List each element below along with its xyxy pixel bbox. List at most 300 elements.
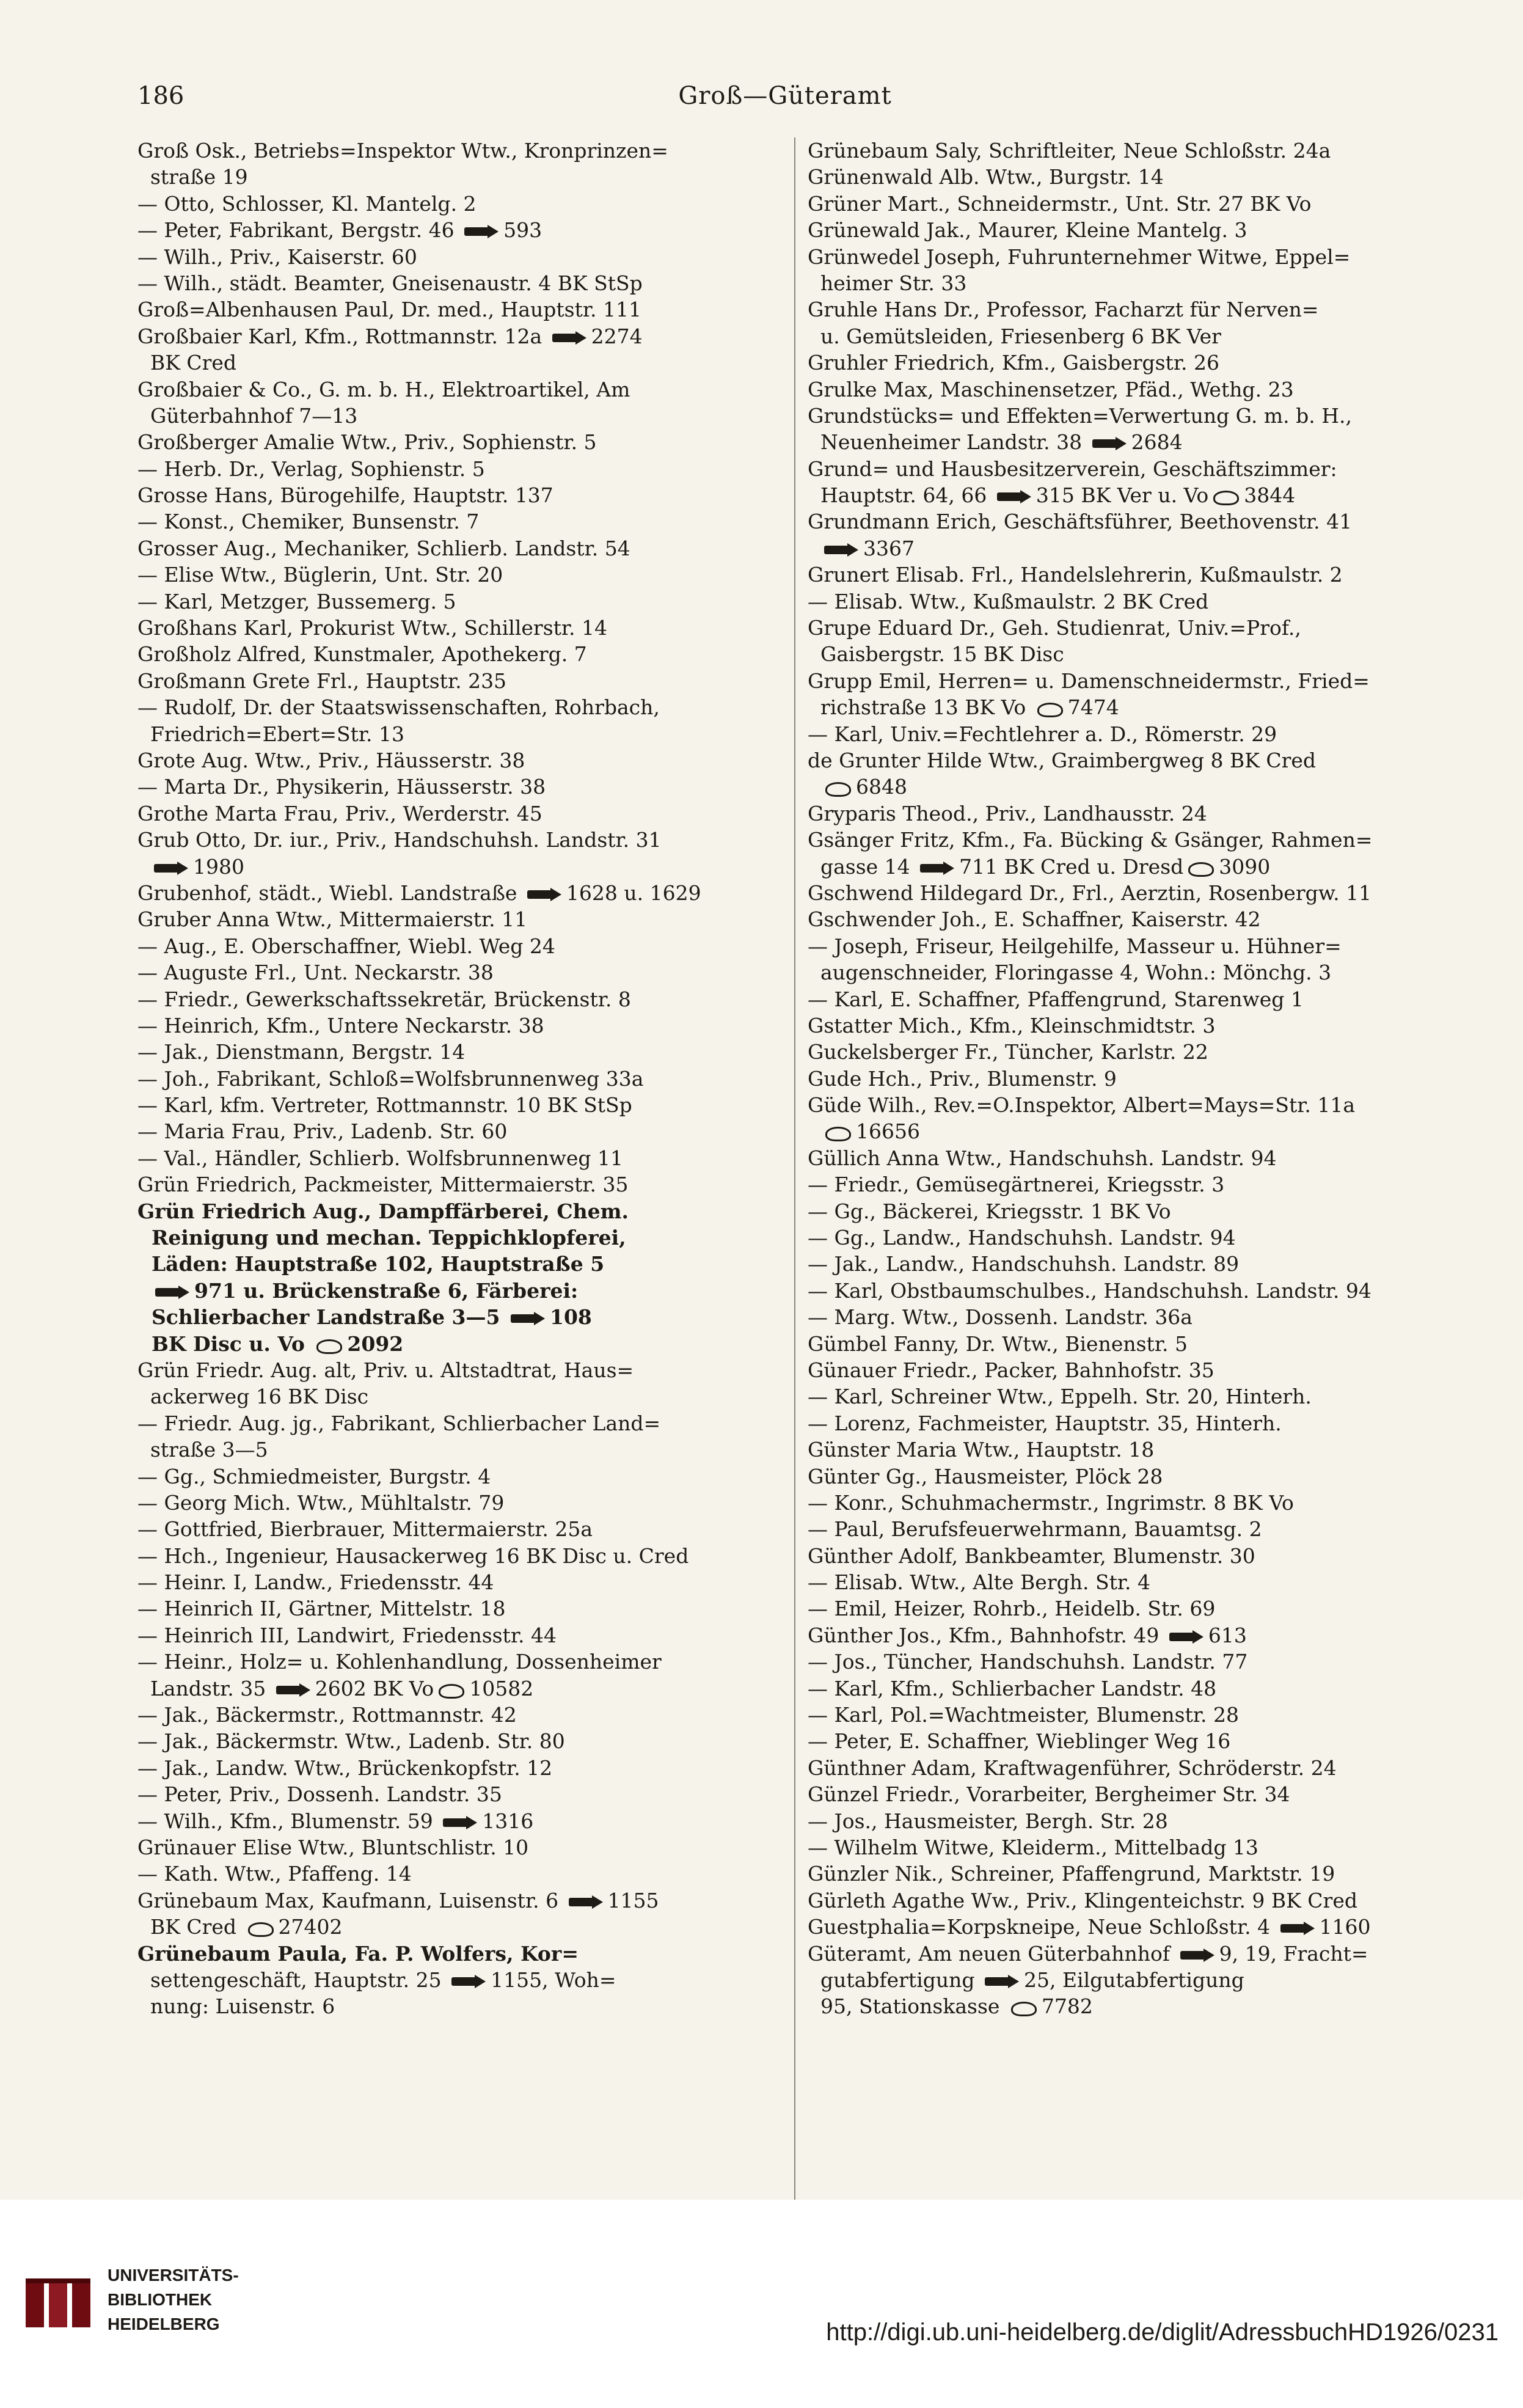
directory-entry bbox=[808, 1092, 1454, 1118]
entry-text: Gruber Anna Wtw., Mittermaierstr. 11 bbox=[137, 907, 528, 932]
directory-entry bbox=[137, 933, 784, 959]
entry-text: richstraße 13 BK Vo bbox=[808, 695, 1032, 720]
entry-text: straße 3—5 bbox=[137, 1438, 268, 1462]
directory-entry bbox=[808, 296, 1454, 323]
entry-text: Güteramt, Am neuen Güterbahnhof bbox=[808, 1941, 1177, 1966]
telephone-number: 1160 bbox=[1319, 1915, 1371, 1939]
postal-horn-icon bbox=[1212, 489, 1240, 505]
entry-text: nung: Luisenstr. 6 bbox=[137, 1994, 335, 2019]
directory-entry bbox=[137, 1649, 784, 1675]
entry-text: Günzler Nik., Schreiner, Pfaffengrund, Marktstr. 19 bbox=[808, 1862, 1335, 1886]
entry-text: Gürleth Agathe Ww., Priv., Klingenteichstr. 9 BK Cred bbox=[808, 1888, 1357, 1912]
directory-entry bbox=[137, 164, 784, 190]
entry-text: — Auguste Frl., Unt. Neckarstr. 38 bbox=[137, 961, 494, 985]
directory-entry bbox=[137, 1383, 784, 1410]
entry-text: Gsänger Fritz, Kfm., Fa. Bücking & Gsänger, Rahmen= bbox=[808, 828, 1373, 852]
entry-text: — Emil, Heizer, Rohrb., Heidelb. Str. 69 bbox=[808, 1597, 1216, 1621]
entry-text: Gstatter Mich., Kfm., Kleinschmidtstr. 3 bbox=[808, 1013, 1216, 1037]
telephone-hand-icon bbox=[985, 1975, 1020, 1988]
entry-text: Landstr. 35 bbox=[137, 1676, 272, 1700]
entry-text: — Wilhelm Witwe, Kleiderm., Mittelbadg 13 bbox=[808, 1835, 1258, 1859]
entry-text: — Elisab. Wtw., Alte Bergh. Str. 4 bbox=[808, 1570, 1150, 1595]
directory-entry bbox=[137, 1914, 784, 1940]
entry-text: Grundstücks= und Effekten=Verwertung G. m. b. H., bbox=[808, 403, 1352, 428]
entry-text bbox=[808, 536, 820, 560]
directory-entry bbox=[808, 1649, 1454, 1675]
telephone-number: 613 bbox=[1208, 1623, 1247, 1647]
footer bbox=[0, 2200, 1523, 2408]
directory-entry bbox=[808, 1198, 1454, 1224]
directory-entry bbox=[137, 1543, 784, 1569]
telephone-hand-icon bbox=[464, 225, 500, 238]
directory-entry bbox=[137, 1436, 784, 1463]
entry-text: — Heinr. I, Landw., Friedensstr. 44 bbox=[137, 1570, 494, 1595]
telephone-hand-icon bbox=[1169, 1630, 1205, 1644]
directory-entry bbox=[137, 1595, 784, 1622]
directory-entry bbox=[137, 535, 784, 562]
entry-text: Gümbel Fanny, Dr. Wtw., Bienenstr. 5 bbox=[808, 1331, 1188, 1356]
entry-text: Grund= und Hausbesitzerverein, Geschäftszimmer: bbox=[808, 456, 1337, 481]
directory-entry bbox=[808, 1224, 1454, 1251]
entry-text: — Lorenz, Fachmeister, Hauptstr. 35, Hinterh. bbox=[808, 1411, 1282, 1435]
entry-text: — Rudolf, Dr. der Staatswissenschaften, Rohrbach, bbox=[137, 695, 660, 720]
directory-entry bbox=[808, 1755, 1454, 1781]
library-name-line: UNIVERSITÄTS- bbox=[108, 2266, 239, 2285]
directory-entry bbox=[808, 456, 1454, 482]
directory-entry bbox=[137, 1278, 784, 1304]
directory-entry bbox=[808, 323, 1454, 349]
entry-text: gutabfertigung bbox=[808, 1967, 981, 1992]
directory-entry bbox=[808, 1463, 1454, 1490]
telephone-number: 971 u. Brückenstraße 6, Färberei: bbox=[194, 1278, 579, 1303]
entry-text: — Friedr., Gewerkschaftssekretär, Brückenstr. 8 bbox=[137, 987, 631, 1011]
telephone-hand-icon bbox=[511, 1312, 546, 1325]
entry-text: Guestphalia=Korpskneipe, Neue Schloßstr. 4 bbox=[808, 1915, 1277, 1939]
entry-text: — Jak., Bäckermstr. Wtw., Ladenb. Str. 80 bbox=[137, 1729, 565, 1754]
entry-text: — Hch., Ingenieur, Hausackerweg 16 BK Disc u. Cred bbox=[137, 1543, 689, 1568]
directory-entry bbox=[808, 1675, 1454, 1702]
directory-entry bbox=[137, 1861, 784, 1887]
entry-text: Günter Gg., Hausmeister, Plöck 28 bbox=[808, 1464, 1163, 1488]
directory-entry bbox=[808, 959, 1454, 986]
entry-text: Groß Osk., Betriebs=Inspektor Wtw., Kronprinzen= bbox=[137, 139, 668, 163]
telephone-hand-icon bbox=[527, 888, 563, 901]
entry-text: Grünwedel Joseph, Fuhrunternehmer Witwe, Eppel= bbox=[808, 244, 1351, 269]
directory-entry bbox=[137, 1728, 784, 1754]
entry-text: Güde Wilh., Rev.=O.Inspektor, Albert=Mays=Str. 11a bbox=[808, 1093, 1355, 1118]
directory-entry bbox=[808, 588, 1454, 615]
source-url-link[interactable]: http://digi.ub.uni-heidelberg.de/diglit/AdressbuchHD1926/0231 bbox=[826, 2319, 1499, 2346]
directory-entry bbox=[808, 1595, 1454, 1622]
directory-entry bbox=[808, 1331, 1454, 1357]
directory-entry bbox=[137, 403, 784, 429]
directory-entry bbox=[137, 1516, 784, 1542]
entry-text: Schlierbacher Landstraße 3—5 bbox=[137, 1305, 507, 1330]
directory-entry bbox=[808, 1171, 1454, 1198]
postal-horn-icon bbox=[247, 1920, 275, 1936]
entry-text: Gruhle Hans Dr., Professor, Facharzt für Nerven= bbox=[808, 298, 1319, 322]
entry-text: Neuenheimer Landstr. 38 bbox=[808, 430, 1089, 455]
university-library-logo-icon bbox=[22, 2266, 95, 2340]
page-header bbox=[137, 78, 1433, 115]
entry-text: — Heinrich III, Landwirt, Friedensstr. 44 bbox=[137, 1623, 557, 1647]
entry-text: Güllich Anna Wtw., Handschuhsh. Landstr. 94 bbox=[808, 1146, 1277, 1170]
directory-entry bbox=[808, 694, 1454, 720]
entry-text: Großmann Grete Frl., Hauptstr. 235 bbox=[137, 668, 507, 693]
directory-entry bbox=[808, 429, 1454, 455]
running-title: Groß—Güteramt bbox=[678, 82, 892, 110]
entry-text: Günther Jos., Kfm., Bahnhofstr. 49 bbox=[808, 1623, 1166, 1647]
entry-text: Günther Adolf, Bankbeamter, Blumenstr. 30 bbox=[808, 1543, 1255, 1568]
entry-text: — Peter, E. Schaffner, Wieblinger Weg 16 bbox=[808, 1729, 1231, 1754]
entry-text: — Wilh., Priv., Kaiserstr. 60 bbox=[137, 244, 417, 269]
entry-text: Günster Maria Wtw., Hauptstr. 18 bbox=[808, 1438, 1155, 1462]
directory-entry bbox=[137, 191, 784, 217]
telephone-number: 2684 bbox=[1131, 430, 1183, 455]
directory-entry bbox=[137, 217, 784, 243]
entry-text: Hauptstr. 64, 66 bbox=[808, 483, 993, 508]
postal-horn-icon bbox=[1036, 701, 1064, 717]
telephone-number: 3367 bbox=[863, 536, 915, 560]
directory-entry bbox=[808, 800, 1454, 827]
directory-entry bbox=[137, 1702, 784, 1728]
directory-entry bbox=[137, 456, 784, 482]
directory-entry bbox=[808, 1728, 1454, 1754]
entry-text: BK Cred bbox=[137, 351, 237, 375]
entry-text: Grupp Emil, Herren= u. Damenschneidermstr., Fried= bbox=[808, 668, 1370, 693]
telephone-number: 1155 bbox=[607, 1888, 659, 1912]
directory-entry bbox=[808, 403, 1454, 429]
entry-text: — Otto, Schlosser, Kl. Mantelg. 2 bbox=[137, 191, 477, 216]
directory-entry bbox=[808, 349, 1454, 376]
directory-entry bbox=[137, 854, 784, 880]
entry-text: straße 19 bbox=[137, 165, 248, 189]
entry-text: Grünebaum Paula, Fa. P. Wolfers, Kor= bbox=[137, 1941, 579, 1966]
directory-entry bbox=[137, 1092, 784, 1118]
telephone-number: 1980 bbox=[192, 854, 244, 879]
entry-text: Reinigung und mechan. Teppichklopferei, bbox=[137, 1226, 626, 1250]
directory-entry bbox=[808, 1887, 1454, 1914]
entry-text: Großbaier Karl, Kfm., Rottmannstr. 12a bbox=[137, 324, 549, 348]
directory-entry bbox=[137, 1039, 784, 1065]
directory-entry bbox=[137, 1993, 784, 2019]
entry-text: — Georg Mich. Wtw., Mühltalstr. 79 bbox=[137, 1490, 505, 1515]
column-divider bbox=[794, 137, 795, 2282]
telephone-hand-icon bbox=[1180, 1949, 1216, 1962]
directory-entry bbox=[808, 1516, 1454, 1542]
entry-text: — Gg., Landw., Handschuhsh. Landstr. 94 bbox=[808, 1226, 1236, 1250]
directory-entry bbox=[808, 191, 1454, 217]
library-name-line: BIBLIOTHEK bbox=[108, 2290, 213, 2309]
entry-text: Grulke Max, Maschinensetzer, Pfäd., Wethg. 23 bbox=[808, 377, 1294, 401]
entry-text: — Joseph, Friseur, Heilgehilfe, Masseur u. Hühner= bbox=[808, 934, 1342, 958]
entry-text: Grünebaum Saly, Schriftleiter, Neue Schloßstr. 24a bbox=[808, 139, 1331, 163]
entry-text: — Elise Wtw., Büglerin, Unt. Str. 20 bbox=[137, 563, 503, 587]
directory-entry bbox=[808, 1808, 1454, 1834]
entry-text: — Aug., E. Oberschaffner, Wiebl. Weg 24 bbox=[137, 934, 555, 958]
directory-entry bbox=[137, 1490, 784, 1516]
entry-text: BK Cred bbox=[137, 1915, 243, 1939]
entry-text: Gude Hch., Priv., Blumenstr. 9 bbox=[808, 1066, 1117, 1091]
telephone-hand-icon bbox=[154, 862, 189, 875]
directory-entry bbox=[137, 1941, 784, 1967]
directory-entry bbox=[137, 721, 784, 747]
directory-entry bbox=[137, 562, 784, 588]
directory-entry bbox=[137, 880, 784, 906]
directory-entry bbox=[137, 694, 784, 720]
directory-entry bbox=[137, 1808, 784, 1834]
directory-entry bbox=[137, 1331, 784, 1357]
telephone-hand-icon bbox=[569, 1895, 604, 1909]
directory-entry bbox=[808, 854, 1454, 880]
directory-entry bbox=[808, 1118, 1454, 1144]
directory-entry bbox=[808, 721, 1454, 747]
entry-text: Grün Friedrich, Packmeister, Mittermaierstr. 35 bbox=[137, 1173, 629, 1197]
entry-text: — Jak., Dienstmann, Bergstr. 14 bbox=[137, 1040, 466, 1064]
directory-entry bbox=[137, 1224, 784, 1251]
directory-entry bbox=[808, 1357, 1454, 1383]
directory-entry bbox=[137, 827, 784, 853]
entry-text: Grosser Aug., Mechaniker, Schlierb. Landstr. 54 bbox=[137, 536, 630, 560]
telephone-hand-icon bbox=[997, 490, 1032, 503]
page-number: 186 bbox=[137, 82, 184, 110]
directory-entry bbox=[808, 986, 1454, 1012]
directory-entry bbox=[808, 1410, 1454, 1436]
telephone-hand-icon bbox=[451, 1975, 487, 1988]
telephone-hand-icon bbox=[1280, 1922, 1316, 1935]
entry-text: — Herb. Dr., Verlag, Sophienstr. 5 bbox=[137, 456, 485, 481]
entry-text: — Maria Frau, Priv., Ladenb. Str. 60 bbox=[137, 1119, 508, 1144]
entry-text: Großhans Karl, Prokurist Wtw., Schillerstr. 14 bbox=[137, 616, 608, 640]
directory-entry bbox=[808, 1066, 1454, 1092]
directory-entry bbox=[137, 986, 784, 1012]
directory-entry bbox=[137, 349, 784, 376]
entry-text bbox=[808, 775, 820, 799]
entry-text: — Paul, Berufsfeuerwehrmann, Bauamtsg. 2 bbox=[808, 1517, 1262, 1542]
entry-text: augenschneider, Floringasse 4, Wohn.: Mönchg. 3 bbox=[808, 961, 1332, 985]
entry-text: Grosse Hans, Bürogehilfe, Hauptstr. 137 bbox=[137, 483, 553, 508]
postal-account-number: 10582 bbox=[469, 1676, 534, 1700]
directory-entry bbox=[137, 1198, 784, 1224]
postal-account-number: 3090 bbox=[1219, 854, 1271, 879]
directory-entry bbox=[808, 747, 1454, 774]
directory-entry bbox=[808, 933, 1454, 959]
entry-text: — Kath. Wtw., Pfaffeng. 14 bbox=[137, 1862, 412, 1886]
entry-text: Grünenwald Alb. Wtw., Burgstr. 14 bbox=[808, 165, 1164, 189]
directory-entry bbox=[137, 1887, 784, 1914]
directory-entry bbox=[137, 376, 784, 403]
directory-entry bbox=[808, 1039, 1454, 1065]
postal-horn-icon bbox=[437, 1682, 466, 1698]
directory-entry bbox=[808, 1304, 1454, 1330]
entry-text: — Karl, Obstbaumschulbes., Handschuhsh. Landstr. 94 bbox=[808, 1278, 1371, 1303]
directory-entry bbox=[137, 1834, 784, 1861]
telephone-number: 25, Eilgutabfertigung bbox=[1024, 1967, 1244, 1992]
entry-text: settengeschäft, Hauptstr. 25 bbox=[137, 1967, 448, 1992]
entry-text: — Wilh., städt. Beamter, Gneisenaustr. 4 BK StSp bbox=[137, 271, 643, 295]
telephone-hand-icon bbox=[920, 862, 955, 875]
entry-text: — Gg., Schmiedmeister, Burgstr. 4 bbox=[137, 1464, 491, 1488]
entry-text: — Karl, Pol.=Wachtmeister, Blumenstr. 28 bbox=[808, 1703, 1239, 1727]
telephone-number: 1628 u. 1629 bbox=[566, 880, 701, 905]
directory-entry bbox=[808, 1543, 1454, 1569]
entry-text: Günauer Friedr., Packer, Bahnhofstr. 35 bbox=[808, 1358, 1214, 1382]
postal-horn-icon bbox=[824, 780, 852, 796]
directory-entry bbox=[808, 1834, 1454, 1861]
entry-text: Günzel Friedr., Vorarbeiter, Bergheimer Str. 34 bbox=[808, 1782, 1290, 1807]
entry-text: Groß=Albenhausen Paul, Dr. med., Hauptstr. 111 bbox=[137, 298, 641, 322]
telephone-number: 1155, Woh= bbox=[491, 1967, 616, 1992]
directory-entry bbox=[808, 164, 1454, 190]
directory-entry bbox=[137, 800, 784, 827]
entry-text: heimer Str. 33 bbox=[808, 271, 967, 295]
directory-entry bbox=[137, 1118, 784, 1144]
postal-account-number: 7474 bbox=[1067, 695, 1119, 720]
entry-text: Grote Aug. Wtw., Priv., Häusserstr. 38 bbox=[137, 748, 525, 772]
library-name-line: HEIDELBERG bbox=[108, 2315, 220, 2333]
entry-text: — Heinr., Holz= u. Kohlenhandlung, Dossenheimer bbox=[137, 1650, 662, 1674]
entry-text: — Konr., Schuhmachermstr., Ingrimstr. 8 BK Vo bbox=[808, 1490, 1294, 1515]
directory-entry bbox=[808, 1781, 1454, 1807]
entry-text: Grünebaum Max, Kaufmann, Luisenstr. 6 bbox=[137, 1888, 565, 1912]
directory-entry bbox=[808, 1383, 1454, 1410]
entry-text: — Jos., Hausmeister, Bergh. Str. 28 bbox=[808, 1809, 1168, 1833]
directory-entry bbox=[808, 641, 1454, 667]
telephone-hand-icon bbox=[276, 1683, 312, 1697]
directory-entry bbox=[137, 1675, 784, 1702]
entry-text: — Heinrich, Kfm., Untere Neckarstr. 38 bbox=[137, 1013, 544, 1037]
directory-entry bbox=[137, 1569, 784, 1595]
postal-horn-icon bbox=[1187, 860, 1215, 876]
entry-text: Guckelsberger Fr., Tüncher, Karlstr. 22 bbox=[808, 1040, 1208, 1064]
directory-entry bbox=[137, 615, 784, 641]
entry-text: 95, Stationskasse bbox=[808, 1994, 1006, 2019]
directory-entry bbox=[808, 668, 1454, 694]
entry-text: — Heinrich II, Gärtner, Mittelstr. 18 bbox=[137, 1597, 506, 1621]
entry-text: — Peter, Priv., Dossenh. Landstr. 35 bbox=[137, 1782, 502, 1807]
library-name bbox=[108, 2263, 239, 2337]
directory-entry bbox=[808, 482, 1454, 508]
entry-text: gasse 14 bbox=[808, 854, 917, 879]
directory-entry bbox=[137, 1357, 784, 1383]
directory-entry bbox=[137, 959, 784, 986]
entry-text: Grünauer Elise Wtw., Bluntschlistr. 10 bbox=[137, 1835, 529, 1859]
directory-entry bbox=[137, 747, 784, 774]
directory-entry bbox=[808, 1914, 1454, 1940]
directory-entry bbox=[808, 1967, 1454, 1993]
entry-text: Großbaier & Co., G. m. b. H., Elektroartikel, Am bbox=[137, 377, 630, 401]
entry-text: Grunert Elisab. Frl., Handelslehrerin, Kußmaulstr. 2 bbox=[808, 563, 1343, 587]
entry-text: Güterbahnhof 7—13 bbox=[137, 403, 358, 428]
entry-text: Großholz Alfred, Kunstmaler, Apothekerg. 7 bbox=[137, 642, 587, 667]
left-column bbox=[137, 137, 784, 2020]
telephone-number: 2274 bbox=[591, 324, 643, 348]
directory-entry bbox=[808, 906, 1454, 932]
directory-entry bbox=[808, 1941, 1454, 1967]
telephone-number: 593 bbox=[503, 218, 542, 243]
directory-entry bbox=[137, 668, 784, 694]
directory-entry bbox=[137, 429, 784, 455]
entry-text: Grothe Marta Frau, Priv., Werderstr. 45 bbox=[137, 801, 542, 825]
entry-text: Gschwender Joh., E. Schaffner, Kaiserstr. 42 bbox=[808, 907, 1261, 932]
directory-entry bbox=[808, 244, 1454, 270]
entry-text: — Friedr. Aug. jg., Fabrikant, Schlierbacher Land= bbox=[137, 1411, 661, 1435]
directory-entry bbox=[808, 1145, 1454, 1171]
directory-entry bbox=[808, 1012, 1454, 1039]
entry-text: — Karl, E. Schaffner, Pfaffengrund, Starenweg 1 bbox=[808, 987, 1304, 1011]
entry-text: — Val., Händler, Schlierb. Wolfsbrunnenweg 11 bbox=[137, 1146, 623, 1170]
entry-text: Großberger Amalie Wtw., Priv., Sophienstr. 5 bbox=[137, 430, 597, 455]
directory-entry bbox=[137, 1066, 784, 1092]
directory-entry bbox=[137, 1410, 784, 1436]
entry-text: — Joh., Fabrikant, Schloß=Wolfsbrunnenweg 33a bbox=[137, 1066, 644, 1091]
entry-text: — Gg., Bäckerei, Kriegsstr. 1 BK Vo bbox=[808, 1199, 1171, 1223]
entry-text bbox=[137, 1279, 152, 1303]
entry-text: — Jos., Tüncher, Handschuhsh. Landstr. 77 bbox=[808, 1650, 1248, 1674]
entry-text: — Wilh., Kfm., Blumenstr. 59 bbox=[137, 1809, 440, 1833]
entry-text: Grubenhof, städt., Wiebl. Landstraße bbox=[137, 880, 524, 905]
entry-text: Gruhler Friedrich, Kfm., Gaisbergstr. 26 bbox=[808, 351, 1219, 375]
directory-entry bbox=[808, 508, 1454, 535]
entry-text: Gschwend Hildegard Dr., Frl., Aerztin, Rosenbergw. 11 bbox=[808, 880, 1372, 905]
directory-entry bbox=[137, 1145, 784, 1171]
directory-entry bbox=[808, 535, 1454, 562]
telephone-number: 9, 19, Fracht= bbox=[1219, 1941, 1368, 1966]
entry-text: Grün Friedrich Aug., Dampffärberei, Chem. bbox=[137, 1199, 629, 1223]
entry-text: — Friedr., Gemüsegärtnerei, Kriegsstr. 3 bbox=[808, 1173, 1225, 1197]
directory-entry bbox=[137, 270, 784, 296]
directory-entry bbox=[808, 1569, 1454, 1595]
directory-entry bbox=[808, 270, 1454, 296]
telephone-hand-icon bbox=[155, 1286, 191, 1299]
postal-horn-icon bbox=[824, 1125, 852, 1141]
directory-entry bbox=[137, 906, 784, 932]
telephone-number: 108 bbox=[549, 1305, 592, 1330]
entry-text: de Grunter Hilde Wtw., Graimbergweg 8 BK Cred bbox=[808, 748, 1317, 772]
telephone-hand-icon bbox=[443, 1816, 478, 1829]
postal-account-number: 3844 bbox=[1244, 483, 1296, 508]
directory-entry bbox=[808, 1490, 1454, 1516]
entry-text: — Elisab. Wtw., Kußmaulstr. 2 BK Cred bbox=[808, 589, 1209, 613]
directory-entry bbox=[137, 482, 784, 508]
entry-text: — Marg. Wtw., Dossenh. Landstr. 36a bbox=[808, 1305, 1192, 1330]
entry-text bbox=[808, 1119, 820, 1143]
postal-account-number: 27402 bbox=[278, 1915, 343, 1939]
directory-entry bbox=[137, 508, 784, 535]
entry-text: ackerweg 16 BK Disc bbox=[137, 1385, 369, 1409]
directory-entry bbox=[808, 880, 1454, 906]
entry-text bbox=[137, 855, 150, 879]
directory-entry bbox=[137, 1755, 784, 1781]
telephone-number: 315 BK Ver u. Vo bbox=[1035, 483, 1209, 508]
entry-text: Gryparis Theod., Priv., Landhausstr. 24 bbox=[808, 801, 1207, 825]
entry-text: — Karl, Univ.=Fechtlehrer a. D., Römerstr. 29 bbox=[808, 722, 1277, 746]
directory-entry bbox=[137, 1781, 784, 1807]
entry-text: Friedrich=Ebert=Str. 13 bbox=[137, 722, 404, 746]
entry-text: — Jak., Landw. Wtw., Brückenkopfstr. 12 bbox=[137, 1755, 553, 1780]
entry-text: — Karl, kfm. Vertreter, Rottmannstr. 10 BK StSp bbox=[137, 1093, 632, 1118]
entry-text: Gaisbergstr. 15 BK Disc bbox=[808, 642, 1064, 667]
postal-account-number: 2092 bbox=[347, 1331, 404, 1356]
entry-text: — Jak., Bäckermstr., Rottmannstr. 42 bbox=[137, 1703, 517, 1727]
entry-text: u. Gemütsleiden, Friesenberg 6 BK Ver bbox=[808, 324, 1221, 348]
directory-entry bbox=[808, 1702, 1454, 1728]
postal-horn-icon bbox=[315, 1338, 343, 1353]
postal-account-number: 7782 bbox=[1041, 1994, 1093, 2019]
directory-entry bbox=[808, 217, 1454, 243]
entry-text: Läden: Hauptstraße 102, Hauptstraße 5 bbox=[137, 1252, 605, 1276]
directory-entry bbox=[137, 641, 784, 667]
